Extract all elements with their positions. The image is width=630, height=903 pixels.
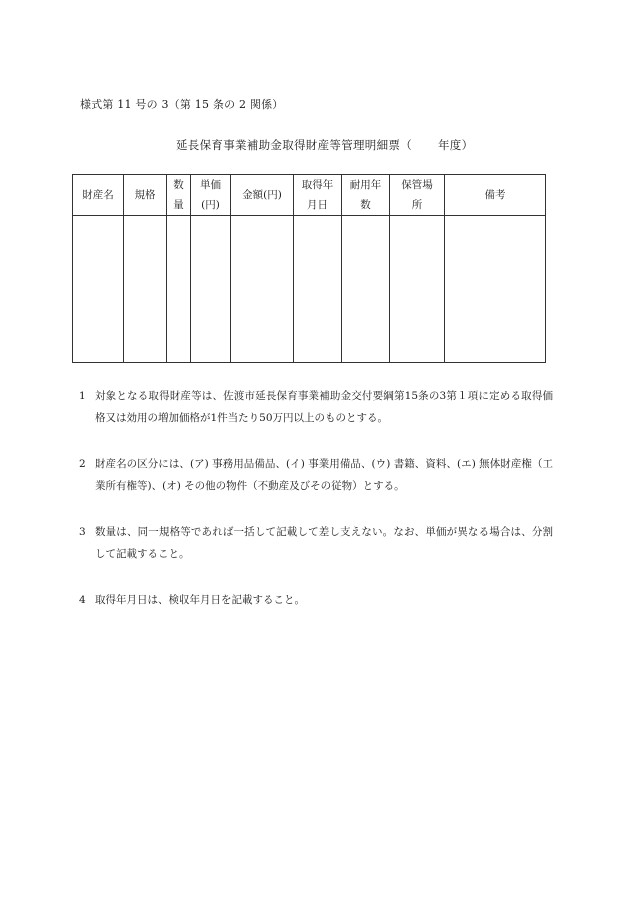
col-unit-price-label-2: (円) [201, 199, 220, 211]
col-acquisition-date-label-2: 月日 [307, 199, 328, 211]
col-quantity-label-2: 量 [173, 199, 184, 211]
col-useful-life-label-1: 耐用年 [349, 179, 382, 191]
note-text: 取得年月日は、検収年月日を記載すること。 [95, 594, 305, 606]
col-remarks [445, 175, 546, 216]
col-storage-location-label-2: 所 [411, 199, 423, 211]
col-storage-location-label-1: 保管場 [401, 179, 433, 191]
note-number: 2 [79, 458, 86, 470]
asset-management-table [72, 174, 546, 363]
cell-acquisition-date [294, 216, 342, 363]
col-amount-label: 金額(円) [242, 189, 282, 201]
form-number: 様式第 11 号の 3（第 15 条の 2 関係） [80, 98, 284, 111]
cell-specification [124, 216, 167, 363]
cell-storage-location [390, 216, 445, 363]
col-unit-price-label-1: 単価 [200, 179, 221, 191]
note-item [79, 453, 553, 497]
note-item [79, 589, 553, 611]
note-number: 4 [79, 594, 86, 606]
col-asset-name [73, 175, 124, 216]
note-item [79, 385, 553, 429]
title-text: 延長保育事業補助金取得財産等管理明細票（ [176, 138, 412, 152]
cell-useful-life [342, 216, 390, 363]
col-amount [231, 175, 294, 216]
col-asset-name-label: 財産名 [82, 189, 114, 201]
note-text: 数量は、同一規格等であれば一括して記載して差し支えない。なお、単価が異なる場合は、分割して記載すること。 [95, 526, 553, 560]
col-specification [124, 175, 167, 216]
note-number: 3 [79, 526, 86, 538]
col-remarks-label: 備考 [484, 189, 506, 201]
table-row [73, 216, 546, 363]
cell-asset-name [73, 216, 124, 363]
col-useful-life-label-2: 数 [360, 199, 371, 211]
col-useful-life [342, 175, 390, 216]
note-text: 対象となる取得財産等は、佐渡市延長保育事業補助金交付要綱第15条の3第１項に定める取得価格又は効用の増加価格が1件当たり50万円以上のものとする。 [95, 390, 553, 424]
col-storage-location [390, 175, 445, 216]
cell-amount [231, 216, 294, 363]
cell-quantity [167, 216, 191, 363]
document-title [176, 137, 473, 153]
note-number: 1 [79, 390, 86, 402]
col-quantity [167, 175, 191, 216]
col-unit-price [191, 175, 231, 216]
note-text: 財産名の区分には、(ア) 事務用品備品、(イ) 事業用備品、(ウ) 書籍、資料、(エ) 無体財産権（工業所有権等)、(オ) その他の物件（不動産及びその従物）とする。 [95, 458, 553, 492]
col-quantity-label-1: 数 [173, 179, 184, 191]
col-specification-label: 規格 [134, 189, 156, 201]
cell-unit-price [191, 216, 231, 363]
note-item [79, 521, 553, 565]
col-acquisition-date-label-1: 取得年 [301, 179, 334, 191]
cell-remarks [445, 216, 546, 363]
notes-section [79, 385, 553, 635]
col-acquisition-date [294, 175, 342, 216]
title-year-suffix: 年度） [438, 138, 474, 152]
table-header-row [73, 175, 546, 216]
